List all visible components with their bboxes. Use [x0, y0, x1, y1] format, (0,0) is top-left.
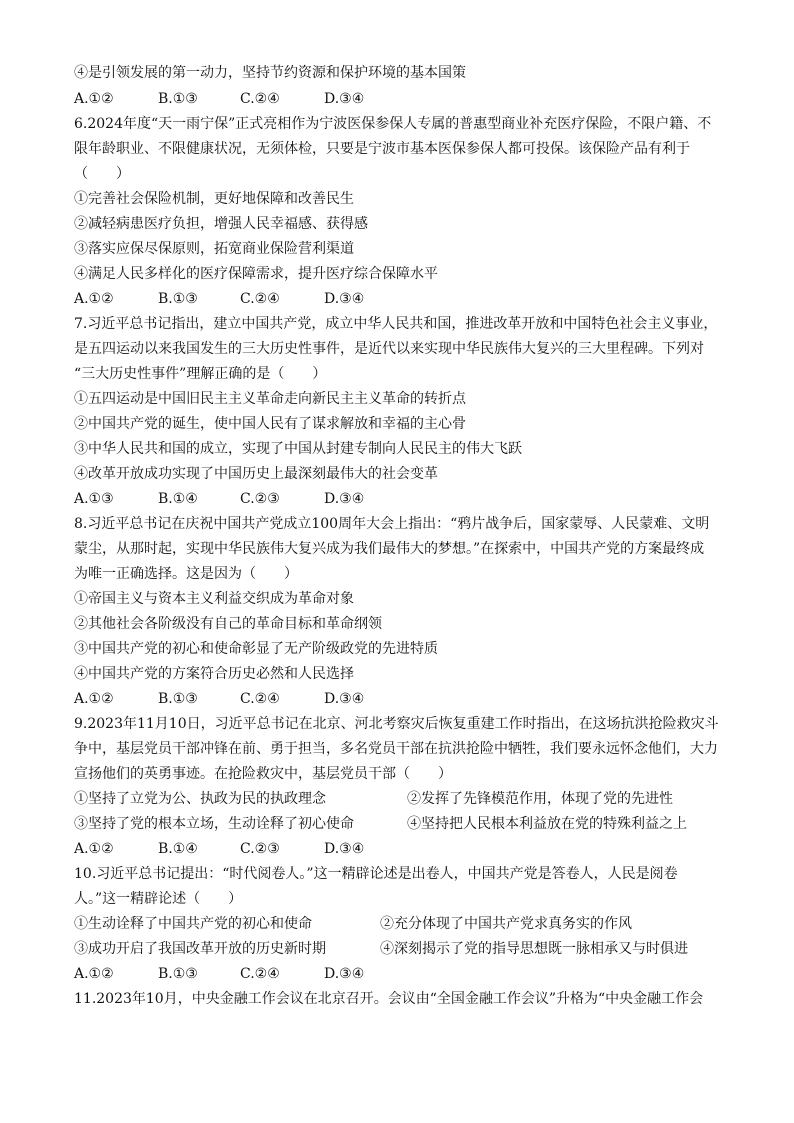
q7-stem-line-1: 7.习近平总书记指出，建立中国共产党，成立中华人民共和国，推进改革开放和中国特色社会主义事业， — [74, 316, 718, 332]
q10-options — [74, 965, 734, 983]
q8-stem-line-2: 蒙尘，从那时起，实现中华民族伟大复兴成为我们最伟大的梦想。”在探索中，中国共产党的方案最终成 — [74, 541, 705, 557]
q10-option-d[interactable]: D.③④ — [324, 966, 365, 982]
q9-item-3: ③坚持了党的根本立场，生动诠释了初心使命 — [74, 816, 354, 832]
q9-item-4: ④坚持把人民根本利益放在党的特殊利益之上 — [407, 816, 687, 832]
q9-items-row-1 — [74, 790, 734, 808]
q7-option-a[interactable]: A.①③ — [74, 491, 114, 507]
q7-option-d[interactable]: D.③④ — [324, 491, 365, 507]
q9-option-c[interactable]: C.②③ — [240, 841, 280, 857]
q7-option-b[interactable]: B.①④ — [158, 491, 198, 507]
q10-option-a[interactable]: A.①② — [74, 966, 114, 982]
q6-item-1: ①完善社会保险机制，更好地保障和改善民生 — [74, 191, 354, 207]
q7-item-4: ④改革开放成功实现了中国历史上最深刻最伟大的社会变革 — [74, 466, 438, 482]
q5-options — [74, 90, 734, 108]
q8-stem-line-1: 8.习近平总书记在庆祝中国共产党成立100周年大会上指出：“鸦片战争后，国家蒙辱、人民蒙难、文明 — [74, 516, 710, 532]
q8-options — [74, 690, 734, 708]
q5-option-b[interactable]: B.①③ — [158, 91, 198, 107]
q5-option-a[interactable]: A.①② — [74, 91, 114, 107]
q10-item-3: ③成功开启了我国改革开放的历史新时期 — [74, 941, 326, 957]
q6-item-4: ④满足人民多样化的医疗保障需求，提升医疗综合保障水平 — [74, 266, 438, 282]
q9-option-d[interactable]: D.③④ — [324, 841, 365, 857]
q7-item-1: ①五四运动是中国旧民主主义革命走向新民主主义革命的转折点 — [74, 391, 466, 407]
q9-options — [74, 840, 734, 858]
q9-item-2: ②发挥了先锋模范作用，体现了党的先进性 — [407, 791, 673, 807]
q5-option-d[interactable]: D.③④ — [324, 91, 365, 107]
q6-option-c[interactable]: C.②④ — [240, 291, 280, 307]
q7-stem-line-3: “三大历史性事件”理解正确的是（ ） — [74, 366, 327, 382]
q8-option-a[interactable]: A.①② — [74, 691, 114, 707]
q8-option-b[interactable]: B.①③ — [158, 691, 198, 707]
q6-stem-line-3: （ ） — [74, 166, 130, 182]
q8-item-2: ②其他社会各阶级没有自己的革命目标和革命纲领 — [74, 616, 382, 632]
q9-stem-line-1: 9.2023年11月10日，习近平总书记在北京、河北考察灾后恢复重建工作时指出，在这场抗洪抢险救灾斗 — [74, 716, 719, 732]
q10-item-4: ④深刻揭示了党的指导思想既一脉相承又与时俱进 — [380, 941, 688, 957]
q10-item-1: ①生动诠释了中国共产党的初心和使命 — [74, 916, 312, 932]
q6-option-b[interactable]: B.①③ — [158, 291, 198, 307]
q6-item-2: ②减轻病患医疗负担，增强人民幸福感、获得感 — [74, 216, 368, 232]
q10-option-b[interactable]: B.①③ — [158, 966, 198, 982]
q9-option-a[interactable]: A.①② — [74, 841, 114, 857]
q9-stem-line-3: 宣扬他们的英勇事迹。在抢险救灾中，基层党员干部（ ） — [74, 766, 452, 782]
q8-stem-line-3: 为唯一正确选择。这是因为（ ） — [74, 566, 298, 582]
q10-items-row-1 — [74, 915, 734, 933]
q10-stem-line-1: 10.习近平总书记提出：“时代阅卷人。”这一精辟论述是出卷人，中国共产党是答卷人，人民是阅卷 — [74, 866, 678, 882]
q9-stem-line-2: 争中，基层党员干部冲锋在前、勇于担当，多名党员干部在抗洪抢险中牺牲，我们要永远怀念他们，大力 — [74, 741, 718, 757]
q8-item-1: ①帝国主义与资本主义利益交织成为革命对象 — [74, 591, 354, 607]
q10-item-2: ②充分体现了中国共产党求真务实的作风 — [380, 916, 632, 932]
q5-item-4: ④是引领发展的第一动力，坚持节约资源和保护环境的基本国策 — [74, 65, 466, 81]
q10-option-c[interactable]: C.②④ — [240, 966, 280, 982]
q8-item-3: ③中国共产党的初心和使命彰显了无产阶级政党的先进特质 — [74, 641, 438, 657]
q9-items-row-2 — [74, 815, 734, 833]
q8-option-c[interactable]: C.②④ — [240, 691, 280, 707]
q7-stem-line-2: 是五四运动以来我国发生的三大历史性事件，是近代以来实现中华民族伟大复兴的三大里程碑。下列对 — [74, 341, 704, 357]
q7-item-2: ②中国共产党的诞生，使中国人民有了谋求解放和幸福的主心骨 — [74, 416, 466, 432]
q6-options — [74, 290, 734, 308]
q6-option-a[interactable]: A.①② — [74, 291, 114, 307]
q8-item-4: ④中国共产党的方案符合历史必然和人民选择 — [74, 666, 354, 682]
q9-item-1: ①坚持了立党为公、执政为民的执政理念 — [74, 791, 326, 807]
q7-options — [74, 490, 734, 508]
q9-option-b[interactable]: B.①④ — [158, 841, 198, 857]
q6-item-3: ③落实应保尽保原则，拓宽商业保险营利渠道 — [74, 241, 354, 257]
q6-stem-line-2: 限年龄职业、不限健康状况，无须体检，只要是宁波市基本医保参保人都可投保。该保险产品有利于 — [74, 141, 690, 157]
q6-option-d[interactable]: D.③④ — [324, 291, 365, 307]
q10-items-row-2 — [74, 940, 734, 958]
q11-stem-line-1: 11.2023年10月，中央金融工作会议在北京召开。会议由“全国金融工作会议”升格为“中央金融工作会 — [74, 991, 704, 1007]
q7-option-c[interactable]: C.②③ — [240, 491, 280, 507]
q7-item-3: ③中华人民共和国的成立，实现了中国从封建专制向人民民主的伟大飞跃 — [74, 441, 522, 457]
q10-stem-line-2: 人。”这一精辟论述（ ） — [74, 891, 243, 907]
q8-option-d[interactable]: D.③④ — [324, 691, 365, 707]
q6-stem-line-1: 6.2024年度“天一雨宁保”正式亮相作为宁波医保参保人专属的普惠型商业补充医疗保险，不限户籍、不 — [74, 116, 712, 132]
q5-option-c[interactable]: C.②④ — [240, 91, 280, 107]
